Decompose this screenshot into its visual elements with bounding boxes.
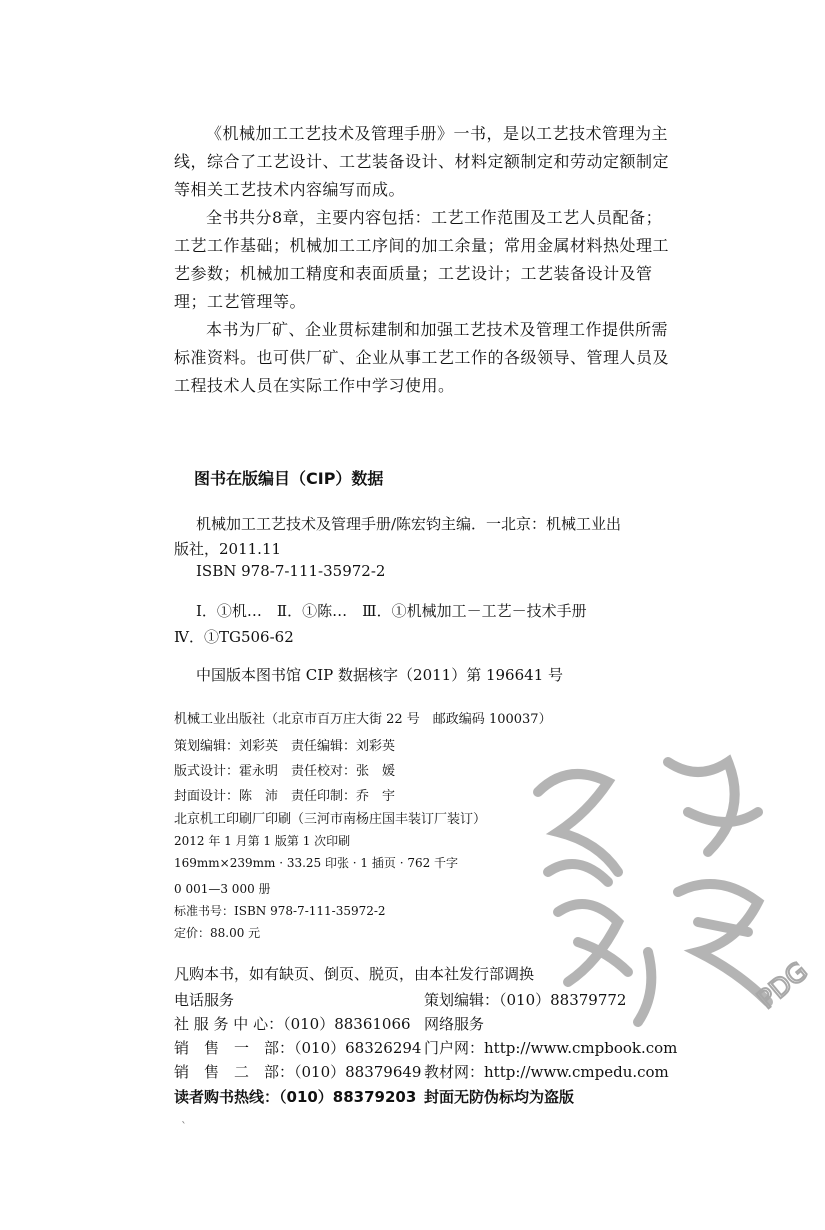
anti-piracy-notice: 封面无防伪标均为盗版 <box>424 1088 575 1106</box>
contact-row-left: 社 服 务 中 心：（010）88361066 <box>174 1015 411 1033</box>
contact-row <box>174 1086 575 1107</box>
cip-record-line-2: 版社，2011.11 <box>174 540 282 558</box>
contact-row-left: 电话服务 <box>174 991 235 1009</box>
watermark-label: PDG <box>751 956 814 1016</box>
contact-row-right: 门户网：http://www.cmpbook.com <box>424 1039 678 1057</box>
contact-row-left: 销 售 一 部：（010）68326294 <box>174 1039 422 1057</box>
seal-stroke <box>688 812 758 822</box>
seal-stroke <box>668 762 735 852</box>
contact-row <box>174 1061 669 1082</box>
seal-stroke <box>678 884 768 1002</box>
cover-print-line: 封面设计：陈 沛 责任印制：乔 宇 <box>174 789 396 804</box>
contact-row-right: 策划编辑：（010）88379772 <box>424 991 627 1009</box>
watermark-seal-icon <box>498 722 825 1062</box>
intro-paragraph-3: 本书为厂矿、企业贯标建制和加强工艺技术及管理工作提供所需标准资料。也可供厂矿、企业从事工艺工作的各级领导、管理人员及工程技术人员在实际工作中学习使用。 <box>174 320 670 395</box>
cip-subjects-line-2: Ⅳ．①TG506-62 <box>174 628 294 646</box>
contact-row-right: 教材网：http://www.cmpedu.com <box>424 1063 669 1081</box>
cip-subjects-line-1: Ⅰ．①机… Ⅱ．①陈… Ⅲ．①机械加工－工艺－技术手册 <box>196 602 587 620</box>
contact-row-left: 销 售 二 部：（010）88379649 <box>174 1063 422 1081</box>
publisher-address: 机械工业出版社（北京市百万庄大街 22 号 邮政编码 100037） <box>174 712 552 727</box>
seal-stroke <box>538 774 618 872</box>
contact-row <box>174 989 627 1010</box>
contact-row <box>174 1013 485 1034</box>
contact-row-right: 网络服务 <box>424 1015 485 1033</box>
seal-stroke <box>638 952 651 1022</box>
cip-catalog-number: 中国版本图书馆 CIP 数据核字（2011）第 196641 号 <box>196 666 564 684</box>
seal-stroke <box>548 864 608 882</box>
contact-row <box>174 1037 678 1058</box>
print-run-line: 0 001—3 000 册 <box>174 882 271 896</box>
printer-line: 北京机工印刷厂印刷（三河市南杨庄国丰装订厂装订） <box>174 812 487 827</box>
editors-line: 策划编辑：刘彩英 责任编辑：刘彩英 <box>174 739 396 754</box>
cip-heading: 图书在版编目（CIP）数据 <box>194 469 384 488</box>
contact-row-left: 读者购书热线：（010）88379203 <box>174 1088 417 1106</box>
standard-number-line: 标准书号：ISBN 978-7-111-35972-2 <box>174 904 386 918</box>
price-line: 定价：88.00 元 <box>174 926 261 940</box>
stray-mark: ` <box>181 1120 187 1134</box>
design-proof-line: 版式设计：霍永明 责任校对：张 媛 <box>174 764 396 779</box>
intro-paragraph-1: 《机械加工工艺技术及管理手册》一书，是以工艺技术管理为主线，综合了工艺设计、工艺装备设计、材料定额制定和劳动定额制定等相关工艺技术内容编写而成。 <box>174 124 670 199</box>
return-notice: 凡购本书，如有缺页、倒页、脱页，由本社发行部调换 <box>174 965 535 983</box>
intro-paragraph-2: 全书共分8章，主要内容包括：工艺工作范围及工艺人员配备；工艺工作基础；机械加工工序间的加工余量；常用金属材料热处理工艺参数；机械加工精度和表面质量；工艺设计；工艺装备设计及管理；工艺管理等。 <box>174 208 670 311</box>
cip-record-line-1: 机械加工工艺技术及管理手册/陈宏钧主编．一北京：机械工业出 <box>196 515 622 533</box>
format-line: 169mm×239mm · 33.25 印张 · 1 插页 · 762 千字 <box>174 856 459 870</box>
edition-line: 2012 年 1 月第 1 版第 1 次印刷 <box>174 834 351 848</box>
cip-isbn: ISBN 978-7-111-35972-2 <box>196 562 386 580</box>
